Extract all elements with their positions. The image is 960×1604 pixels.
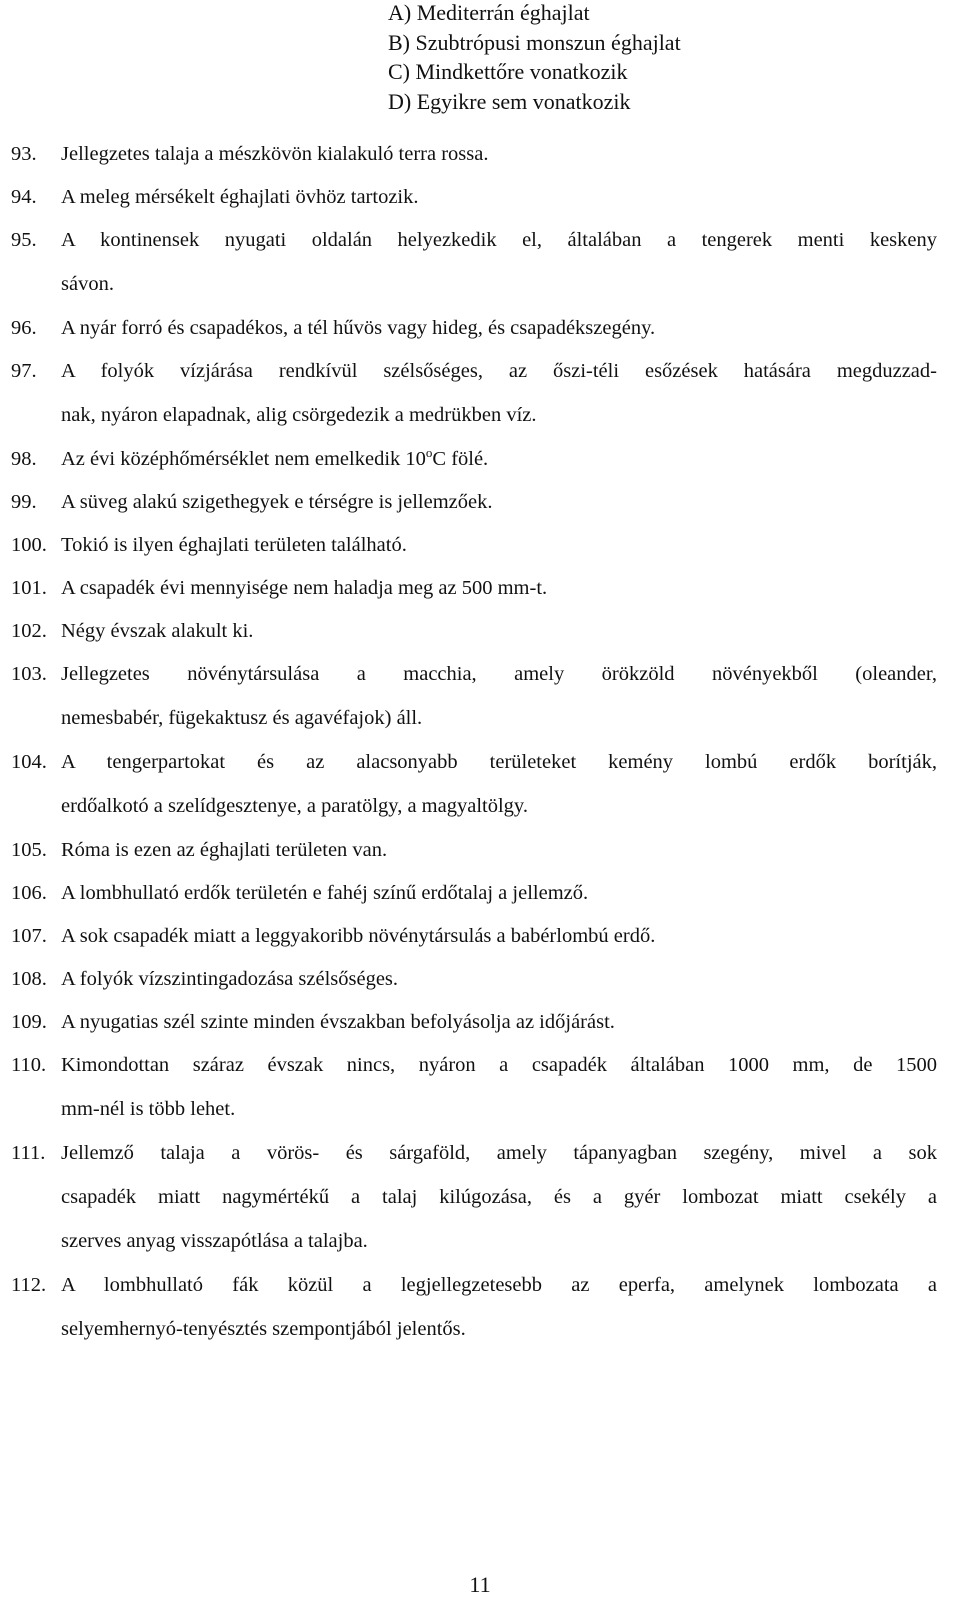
question-text-line: A nyár forró és csapadékos, a tél hűvös vagy hideg, és csapadékszegény. [61, 317, 656, 339]
question-text-line: Róma is ezen az éghajlati területen van. [61, 839, 388, 861]
question-text [61, 740, 937, 828]
question-number: 107. [11, 925, 47, 947]
question-number: 99. [11, 491, 37, 513]
question-number: 100. [11, 534, 47, 556]
question-text [61, 871, 937, 915]
question-number: 102. [11, 620, 47, 642]
question-number: 106. [11, 882, 47, 904]
question-text-line: A lombhullató fák közül a legjellegzetesebb az eperfa, amelynek lombozata a [61, 1274, 937, 1296]
question-text [61, 609, 937, 653]
question-text [61, 566, 937, 610]
question-text-line: Tokió is ilyen éghajlati területen található. [61, 534, 407, 556]
question-text-line: A meleg mérsékelt éghajlati övhöz tartozik. [61, 186, 419, 208]
question-number: 104. [11, 751, 47, 773]
option-c: C) Mindkettőre vonatkozik [388, 59, 628, 84]
question-text [61, 523, 937, 567]
question-text-line: mm-nél is több lehet. [61, 1098, 236, 1120]
question-number: 103. [11, 663, 47, 685]
question-number: 93. [11, 143, 37, 165]
question-text-line: erdőalkotó a szelídgesztenye, a paratölgy, a magyaltölgy. [61, 795, 528, 817]
question-text-line: A folyók vízszintingadozása szélsőséges. [61, 968, 399, 990]
question-number: 96. [11, 317, 37, 339]
question-text-line: A lombhullató erdők területén e fahéj színű erdőtalaj a jellemző. [61, 882, 589, 904]
question-text-line: Jellegzetes talaja a mészkövön kialakuló terra rossa. [61, 143, 489, 165]
question-text [61, 914, 937, 958]
question-text-line: A süveg alakú szigethegyek e térségre is jellemzőek. [61, 491, 493, 513]
question-text [61, 480, 937, 524]
question-text-line [61, 437, 937, 481]
question-text [61, 652, 937, 740]
question-text [61, 957, 937, 1001]
answer-options [388, 0, 681, 118]
question-text [61, 437, 937, 481]
question-number: 95. [11, 229, 37, 251]
question-text [61, 306, 937, 350]
question-text [61, 1043, 937, 1131]
option-d: D) Egyikre sem vonatkozik [388, 88, 631, 114]
question-number: 94. [11, 186, 37, 208]
question-text-line: A tengerpartokat és az alacsonyabb területeket kemény lombú erdők borítják, [61, 751, 937, 773]
question-text [61, 218, 937, 306]
page-number: 11 [469, 1572, 491, 1597]
question-text-line: A nyugatias szél szinte minden évszakban befolyásolja az időjárást. [61, 1011, 615, 1033]
question-text-line: A csapadék évi mennyisége nem haladja meg az 500 mm-t. [61, 577, 548, 599]
question-text-line: nak, nyáron elapadnak, alig csörgedezik a medrükben víz. [61, 404, 537, 426]
question-text [61, 1263, 937, 1351]
question-text-line: Jellegzetes növénytársulása a macchia, amely örökzöld növényekből (oleander, [61, 663, 937, 685]
question-number: 101. [11, 577, 47, 599]
question-number: 111. [11, 1142, 46, 1164]
question-text-line: A kontinensek nyugati oldalán helyezkedik el, általában a tengerek menti keskeny [61, 229, 937, 251]
question-number: 108. [11, 968, 47, 990]
question-text-line: csapadék miatt nagymértékű a talaj kilúgozása, és a gyér lombozat miatt csekély a [61, 1186, 937, 1208]
question-number: 109. [11, 1011, 47, 1033]
question-text [61, 828, 937, 872]
question-text-line: Kimondottan száraz évszak nincs, nyáron a csapadék általában 1000 mm, de 1500 [61, 1054, 937, 1076]
option-a: A) Mediterrán éghajlat [388, 0, 590, 25]
question-text-line: Jellemző talaja a vörös- és sárgaföld, amely tápanyagban szegény, mivel a sok [61, 1142, 937, 1164]
question-text-part: C fölé. [432, 448, 489, 470]
question-text-line: nemesbabér, fügekaktusz és agavéfajok) áll. [61, 707, 423, 729]
question-number: 112. [11, 1274, 47, 1296]
question-text [61, 132, 937, 176]
question-text-part: Az évi középhőmérséklet nem emelkedik 10 [61, 448, 426, 470]
question-text-line: selyemhernyó-tenyésztés szempontjából jelentős. [61, 1318, 466, 1340]
question-text-line: sávon. [61, 273, 114, 295]
question-text [61, 1131, 937, 1263]
question-text-line: Négy évszak alakult ki. [61, 620, 254, 642]
question-text [61, 175, 937, 219]
question-number: 98. [11, 448, 37, 470]
option-b: B) Szubtrópusi monszun éghajlat [388, 29, 681, 55]
question-text [61, 349, 937, 437]
question-text [61, 1000, 937, 1044]
question-number: 110. [11, 1054, 47, 1076]
question-number: 105. [11, 839, 47, 861]
degree-superscript: o [425, 445, 433, 460]
question-text-line: A sok csapadék miatt a leggyakoribb növénytársulás a babérlombú erdő. [61, 925, 656, 947]
question-text-line: A folyók vízjárása rendkívül szélsőséges, az őszi-téli esőzések hatására megduzzad- [61, 360, 937, 382]
question-number: 97. [11, 360, 37, 382]
question-text-line: szerves anyag visszapótlása a talajba. [61, 1230, 368, 1252]
